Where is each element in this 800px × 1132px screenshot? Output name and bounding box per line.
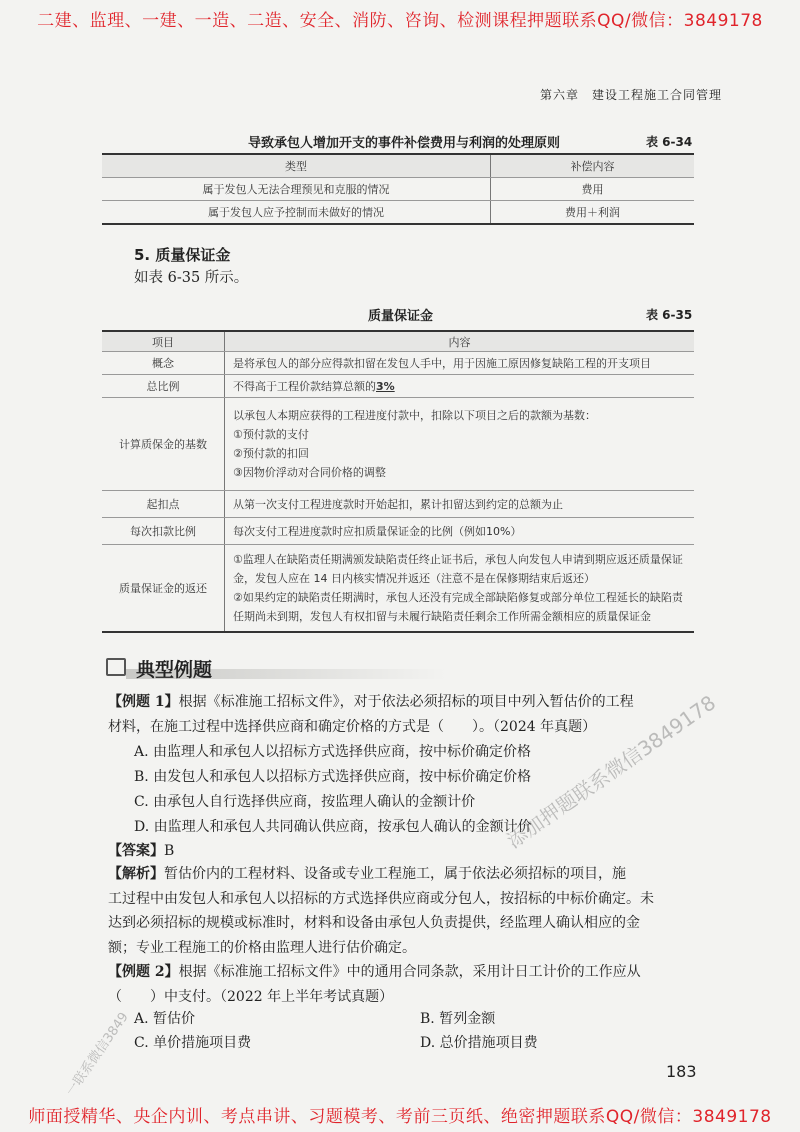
- table-cell-key: 概念: [102, 352, 225, 375]
- watermark: 一联系微信3849: [63, 1009, 132, 1099]
- table-635: [102, 330, 694, 633]
- question-text: 根据《标准施工招标文件》中的通用合同条款，采用计日工计价的工作应从: [178, 964, 641, 980]
- table-634-caption: 导致承包人增加开支的事件补偿费用与利润的处理原则: [248, 136, 561, 151]
- analysis-text: 暂估价内的工程材料、设备或专业工程施工，属于依法必须招标的项目，施: [164, 866, 626, 882]
- bottom-banner: 师面授精华、央企内训、考点串讲、习题模考、考前三页纸、绝密押题联系QQ/微信：3849178: [28, 1107, 772, 1127]
- option-a: A. 暂估价: [134, 1011, 196, 1027]
- table-634-number: 表 6-34: [646, 135, 693, 149]
- watermark: 添加押题联系微信3849178: [502, 690, 721, 853]
- table-row: [102, 518, 694, 545]
- question-line-2: 材料，在施工过程中选择供应商和确定价格的方式是（ ）。（2024 年真题）: [108, 718, 597, 735]
- page-number: 183: [666, 1062, 697, 1081]
- table-cell: 属于发包人应予控制而未做好的情况: [102, 201, 491, 225]
- example-label: 【例题 1】: [108, 694, 179, 710]
- table-cell-key: 总比例: [102, 375, 225, 398]
- table-cell-value: [225, 375, 695, 398]
- example-2-question: [108, 960, 738, 1009]
- table-cell-key: 质量保证金的返还: [102, 545, 225, 633]
- section-title: 5. 质量保证金: [134, 246, 231, 264]
- text-line: ①监理人在缺陷责任期满颁发缺陷责任终止证书后，承包人向发包人申请到期应返还质量保证: [233, 553, 683, 566]
- question-line-1: [108, 960, 738, 985]
- question-line-2: （ ）中支付。（2022 年上半年考试真题）: [108, 988, 394, 1005]
- answer-line: [108, 840, 174, 860]
- answer-label: 【答案】: [108, 843, 164, 859]
- table-635-number: 表 6-35: [646, 308, 693, 322]
- table-634: [102, 153, 694, 225]
- analysis-label: 【解析】: [108, 866, 164, 882]
- analysis-line-4: 额；专业工程施工的价格由监理人进行估价确定。: [108, 939, 416, 956]
- table-cell-value: [225, 398, 695, 491]
- text-line: ①预付款的支付: [233, 428, 309, 441]
- table-cell-value: 每次支付工程进度款时应扣质量保证金的比例（例如10%）: [225, 518, 695, 545]
- table-cell: 费用: [491, 178, 695, 201]
- option-c: C. 由承包人自行选择供应商，按监理人确认的金额计价: [134, 794, 476, 810]
- table-cell-key: 计算质保金的基数: [102, 398, 225, 491]
- table-row: [102, 352, 694, 375]
- analysis-line-1: [108, 862, 738, 887]
- table-cell: 属于发包人无法合理预见和克服的情况: [102, 178, 491, 201]
- table-cell-key: 起扣点: [102, 491, 225, 518]
- example-1-analysis: [108, 862, 738, 960]
- highlight-value: 3%: [376, 379, 395, 393]
- text-line: 以承包人本期应获得的工程进度付款中，扣除以下项目之后的款额为基数：: [233, 409, 596, 422]
- table-row: [102, 201, 694, 225]
- option-b: B. 暂列金额: [420, 1011, 496, 1027]
- text-line: ②如果约定的缺陷责任期满时，承包人还没有完成全部缺陷修复或部分单位工程延长的缺陷责: [233, 591, 683, 604]
- text-line: ③因物价浮动对合同价格的调整: [233, 466, 386, 479]
- analysis-line-2: 工过程中由发包人和承包人以招标的方式选择供应商或分包人，按招标的中标价确定。未: [108, 890, 654, 907]
- table-header-row: [102, 331, 694, 352]
- text-line: 金，发包人应在 14 日内核实情况并返还（注意不是在保修期结束后返还）: [233, 572, 595, 585]
- option-a: A. 由监理人和承包人以招标方式选择供应商，按中标价确定价格: [134, 744, 532, 760]
- table-cell-value: 从第一次支付工程进度款时开始起扣，累计扣留达到约定的总额为止: [225, 491, 695, 518]
- typical-examples-title: 典型例题: [136, 659, 213, 681]
- text-line: 任期尚未到期，发包人有权扣留与未履行缺陷责任剩余工作所需金额相应的质量保证金: [233, 610, 651, 623]
- analysis-line-3: 达到必须招标的规模或标准时，材料和设备由承包人负责提供，经监理人确认相应的金: [108, 915, 640, 931]
- top-banner: 二建、监理、一建、一造、二造、安全、消防、咨询、检测课程押题联系QQ/微信：3849178: [37, 11, 763, 31]
- option-b: B. 由发包人和承包人以招标方式选择供应商，按中标价确定价格: [134, 769, 532, 785]
- table-635-caption: 质量保证金: [368, 309, 434, 324]
- section-intro: 如表 6-35 所示。: [134, 270, 249, 286]
- table-header-row: [102, 154, 694, 178]
- table-row: [102, 398, 694, 491]
- table-header-cell: 项目: [102, 331, 225, 352]
- table-cell-key: 每次扣款比例: [102, 518, 225, 545]
- table-row: [102, 178, 694, 201]
- example-label: 【例题 2】: [108, 964, 179, 980]
- question-line-1: [108, 690, 738, 715]
- table-header-cell: 补偿内容: [491, 154, 695, 178]
- option-d: D. 总价措施项目费: [420, 1035, 538, 1051]
- table-header-cell: 类型: [102, 154, 491, 178]
- table-header-cell: 内容: [225, 331, 695, 352]
- table-row: [102, 545, 694, 633]
- option-c: C. 单价措施项目费: [134, 1035, 252, 1051]
- option-d: D. 由监理人和承包人共同确认供应商，按承包人确认的金额计价: [134, 819, 532, 835]
- text-line: ②预付款的扣回: [233, 447, 309, 460]
- table-row: [102, 491, 694, 518]
- table-cell-value: 是将承包人的部分应得款扣留在发包人手中，用于因施工原因修复缺陷工程的开支项目: [225, 352, 695, 375]
- typical-examples-header: [106, 655, 706, 681]
- table-cell: 费用＋利润: [491, 201, 695, 225]
- table-cell-value: [225, 545, 695, 633]
- notebook-icon: [106, 658, 126, 676]
- chapter-header: 第六章 建设工程施工合同管理: [539, 88, 722, 102]
- question-text: 根据《标准施工招标文件》，对于依法必须招标的项目中列入暂估价的工程: [178, 694, 634, 710]
- answer-value: B: [164, 843, 175, 859]
- text-line: 不得高于工程价款结算总额的: [233, 379, 376, 393]
- table-row: [102, 375, 694, 398]
